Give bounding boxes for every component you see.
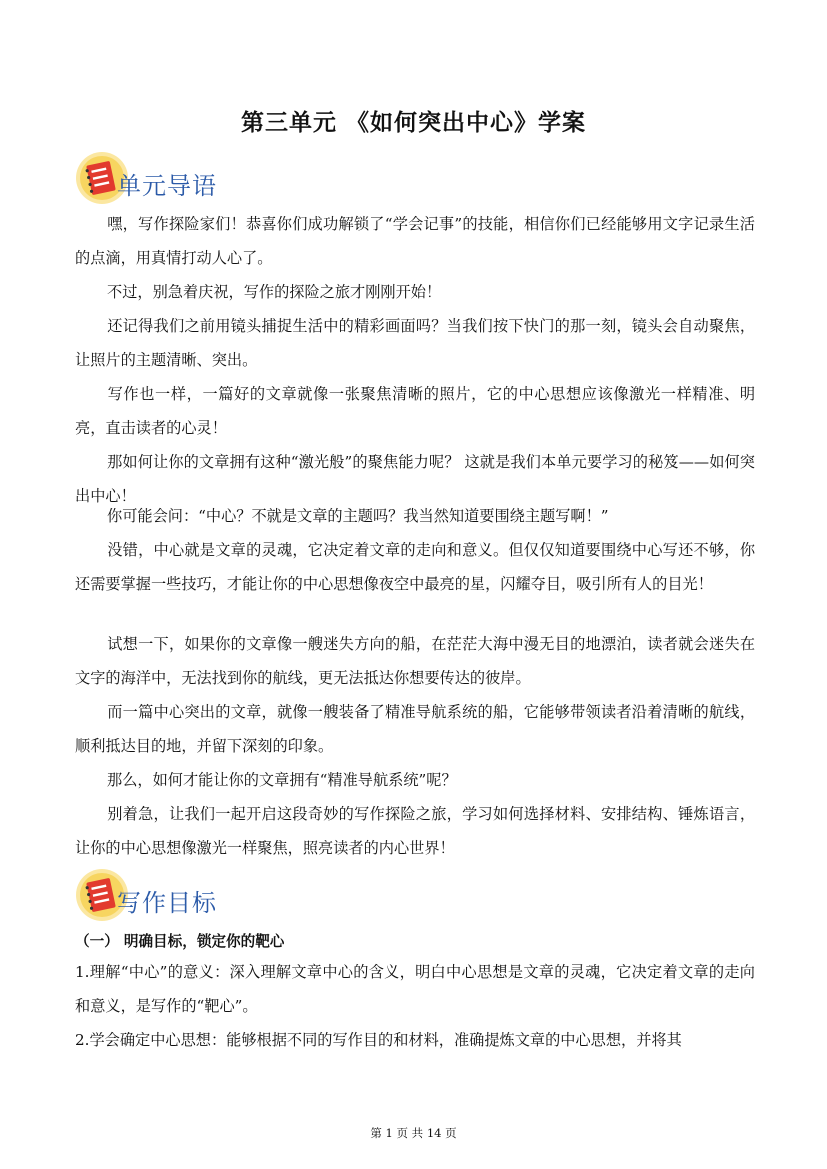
goals-subheading: （一） 明确目标，锁定你的靶心 <box>75 933 285 950</box>
intro-paragraph: 而一篇中心突出的文章，就像一艘装备了精准导航系统的船，它能够带领读者沿着清晰的航线，顺利抵达目的地，并留下深刻的印象。 <box>75 703 755 755</box>
goal-item: 2.学会确定中心思想：能够根据不同的写作目的和材料，准确提炼文章的中心思想，并将其 <box>75 1031 682 1049</box>
intro-paragraph: 嘿，写作探险家们！恭喜你们成功解锁了“学会记事”的技能，相信你们已经能够用文字记录生活的点滴，用真情打动人心了。 <box>75 215 755 267</box>
section-header-goals <box>75 865 375 927</box>
intro-paragraph: 还记得我们之前用镜头捕捉生活中的精彩画面吗？当我们按下快门的那一刻，镜头会自动聚焦，让照片的主题清晰、突出。 <box>75 317 755 369</box>
intro-paragraph: 写作也一样，一篇好的文章就像一张聚焦清晰的照片，它的中心思想应该像激光一样精准、明亮，直击读者的心灵！ <box>75 385 755 437</box>
intro-paragraph: 你可能会问：“中心？不就是文章的主题吗？我当然知道要围绕主题写啊！” <box>107 507 609 525</box>
section-header-intro <box>75 148 375 210</box>
document-title: 第三单元 《如何突出中心》学案 <box>240 110 586 136</box>
section-label-goals: 写作目标 <box>117 889 217 917</box>
section-label-intro: 单元导语 <box>117 172 217 200</box>
intro-paragraph: 没错，中心就是文章的灵魂，它决定着文章的走向和意义。但仅仅知道要围绕中心写还不够，你还需要掌握一些技巧，才能让你的中心思想像夜空中最亮的星，闪耀夺目，吸引所有人的目光！ <box>75 541 755 593</box>
intro-paragraph: 试想一下，如果你的文章像一艘迷失方向的船，在茫茫大海中漫无目的地漂泊，读者就会迷失在文字的海洋中，无法找到你的航线，更无法抵达你想要传达的彼岸。 <box>75 635 755 687</box>
page-footer: 第 1 页 共 14 页 <box>370 1126 457 1140</box>
intro-paragraph: 不过，别急着庆祝，写作的探险之旅才刚刚开始！ <box>107 283 442 301</box>
intro-paragraph: 别着急，让我们一起开启这段奇妙的写作探险之旅，学习如何选择材料、安排结构、锤炼语言，让你的中心思想像激光一样聚焦，照亮读者的内心世界！ <box>75 805 755 857</box>
intro-paragraph: 那么，如何才能让你的文章拥有“精准导航系统”呢？ <box>107 771 457 789</box>
goal-item: 1.理解“中心”的意义：深入理解文章中心的含义，明白中心思想是文章的灵魂，它决定着文章的走向和意义，是写作的“靶心”。 <box>75 963 755 1015</box>
intro-paragraph: 那如何让你的文章拥有这种“激光般”的聚焦能力呢？ 这就是我们本单元要学习的秘笈——如何突出中心！ <box>75 453 755 505</box>
